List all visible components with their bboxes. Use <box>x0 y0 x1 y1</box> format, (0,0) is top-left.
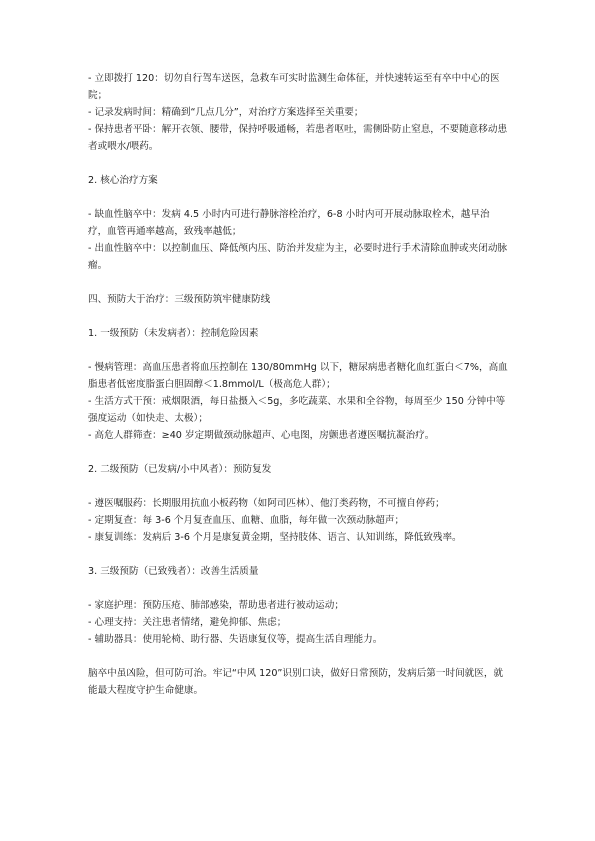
document-body <box>88 70 508 699</box>
spacer <box>88 580 508 597</box>
list-item-review: - 定期复查：每 3-6 个月复查血压、血糖、血脂，每年做一次颈动脉超声； <box>88 515 405 526</box>
spacer <box>88 189 508 206</box>
list-item-lifestyle: - 生活方式干预：戒烟限酒，每日盐摄入＜5g，多吃蔬菜、水果和全谷物，每周至少 150 分钟中等强度运动（如快走、太极）； <box>88 396 506 424</box>
list-item-hemorrhagic: - 出血性脑卒中：以控制血压、降低颅内压、防治并发症为主，必要时进行手术清除血肿或夹闭动脉瘤。 <box>88 243 508 271</box>
list-item-home-care: - 家庭护理：预防压疮、肺部感染，帮助患者进行被动运动； <box>88 600 344 611</box>
subheading-secondary-prevention: 2. 二级预防（已发病/小中风者）：预防复发 <box>88 464 272 475</box>
spacer <box>88 478 508 495</box>
spacer <box>88 155 508 172</box>
section-heading-treatment: 2. 核心治疗方案 <box>88 175 158 186</box>
list-item-ischemic: - 缺血性脑卒中：发病 4.5 小时内可进行静脉溶栓治疗，6-8 小时内可开展动脉取栓术，越早治疗，血管再通率越高，致残率越低； <box>88 209 490 237</box>
spacer <box>88 308 508 325</box>
subheading-primary-prevention: 1. 一级预防（未发病者）：控制危险因素 <box>88 328 259 339</box>
subheading-tertiary-prevention: 3. 三级预防（已致残者）：改善生活质量 <box>88 566 259 577</box>
spacer <box>88 648 508 665</box>
list-item-chronic-disease: - 慢病管理：高血压患者将血压控制在 130/80mmHg 以下，糖尿病患者糖化血红蛋白＜7%，高血脂患者低密度脂蛋白胆固醇＜1.8mmol/L（极高危人群）； <box>88 362 508 390</box>
spacer <box>88 444 508 461</box>
list-item-record-time: - 记录发病时间：精确到“几点几分”，对治疗方案选择至关重要； <box>88 107 364 118</box>
spacer <box>88 274 508 291</box>
closing-paragraph: 脑卒中虽凶险，但可防可治。牢记“中风 120”识别口诀，做好日常预防，发病后第一时间就医，就能最大程度守护生命健康。 <box>88 668 504 696</box>
list-item-rehab: - 康复训练：发病后 3-6 个月是康复黄金期，坚持肢体、语言、认知训练，降低致残率。 <box>88 532 462 543</box>
list-item-keep-flat: - 保持患者平卧：解开衣领、腰带，保持呼吸通畅，若患者呕吐，需侧卧防止窒息，不要随意移动患者或喂水/喂药。 <box>88 124 508 152</box>
spacer <box>88 546 508 563</box>
spacer <box>88 342 508 359</box>
list-item-medication: - 遵医嘱服药：长期服用抗血小板药物（如阿司匹林）、他汀类药物，不可擅自停药； <box>88 498 445 509</box>
list-item-psych-support: - 心理支持：关注患者情绪，避免抑郁、焦虑； <box>88 617 287 628</box>
section-heading-prevention: 四、预防大于治疗：三级预防筑牢健康防线 <box>88 294 271 305</box>
list-item-screening: - 高危人群筛查：≥40 岁定期做颈动脉超声、心电图，房颤患者遵医嘱抗凝治疗。 <box>88 430 435 441</box>
list-item-aids: - 辅助器具：使用轮椅、助行器、失语康复仪等，提高生活自理能力。 <box>88 634 383 645</box>
list-item-call-120: - 立即拨打 120：切勿自行驾车送医，急救车可实时监测生命体征，并快速转运至有卒中中心的医院； <box>88 73 500 101</box>
